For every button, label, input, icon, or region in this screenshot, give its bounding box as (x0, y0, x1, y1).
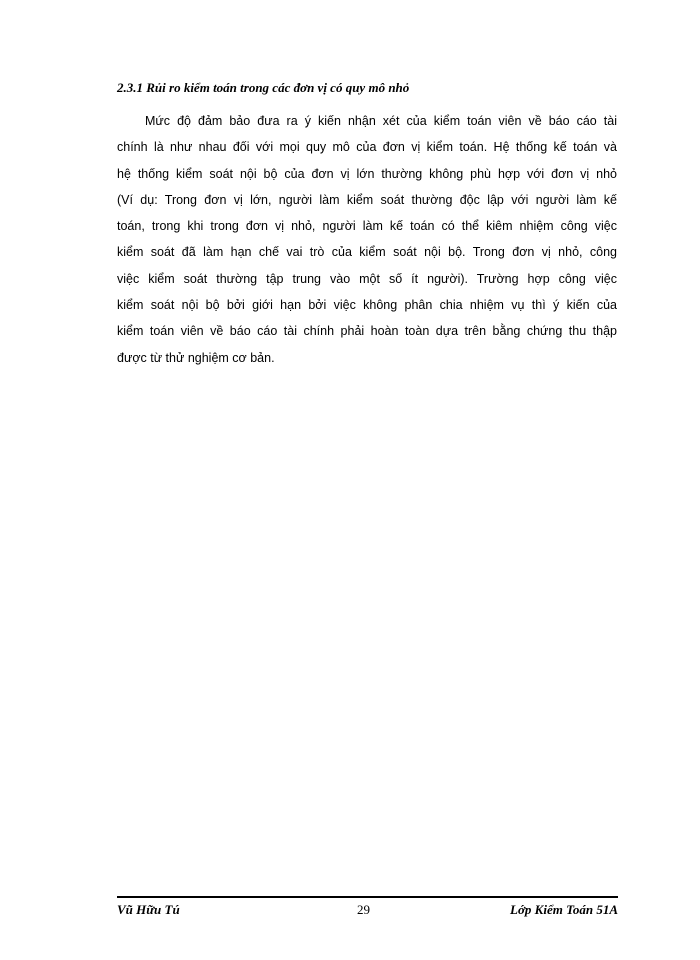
paragraph-line-8: kiểm soát nội bộ bởi giới hạn bởi việc không phân chia nhiệm vụ thì ý kiến của (117, 298, 617, 313)
paragraph-line-10: được từ thử nghiệm cơ bản. (117, 350, 275, 365)
footer-author: Vũ Hữu Tú (117, 902, 180, 917)
paragraph-line-6: kiểm soát đã làm hạn chế vai trò của kiểm soát nội bộ. Trong đơn vị nhỏ, công (117, 245, 617, 260)
section-heading: 2.3.1 Rủi ro kiểm toán trong các đơn vị có quy mô nhỏ (117, 80, 410, 95)
body-paragraph (117, 108, 617, 371)
page-footer (117, 902, 618, 922)
footer-class-name: Lớp Kiểm Toán 51A (510, 902, 618, 917)
footer-divider (117, 896, 618, 898)
paragraph-line-3: hệ thống kiểm soát nội bộ của đơn vị lớn thường không phù hợp với đơn vị nhỏ (117, 166, 617, 181)
paragraph-line-4: (Ví dụ: Trong đơn vị lớn, người làm kiểm soát thường độc lập với người làm kế (117, 192, 617, 207)
paragraph-line-1: Mức độ đảm bảo đưa ra ý kiến nhận xét của kiểm toán viên về báo cáo tài (145, 114, 617, 128)
paragraph-line-5: toán, trong khi trong đơn vị nhỏ, người làm kế toán có thể kiêm nhiệm công việc (117, 219, 617, 234)
paragraph-line-9: kiểm toán viên về báo cáo tài chính phải hoàn toàn dựa trên bằng chứng thu thập (117, 324, 617, 339)
paragraph-line-7: việc kiểm soát thường tập trung vào một số ít người). Trường hợp công việc (117, 271, 617, 286)
paragraph-line-2: chính là như nhau đối với mọi quy mô của đơn vị kiểm toán. Hệ thống kế toán và (117, 140, 617, 155)
page-number: 29 (357, 902, 370, 917)
